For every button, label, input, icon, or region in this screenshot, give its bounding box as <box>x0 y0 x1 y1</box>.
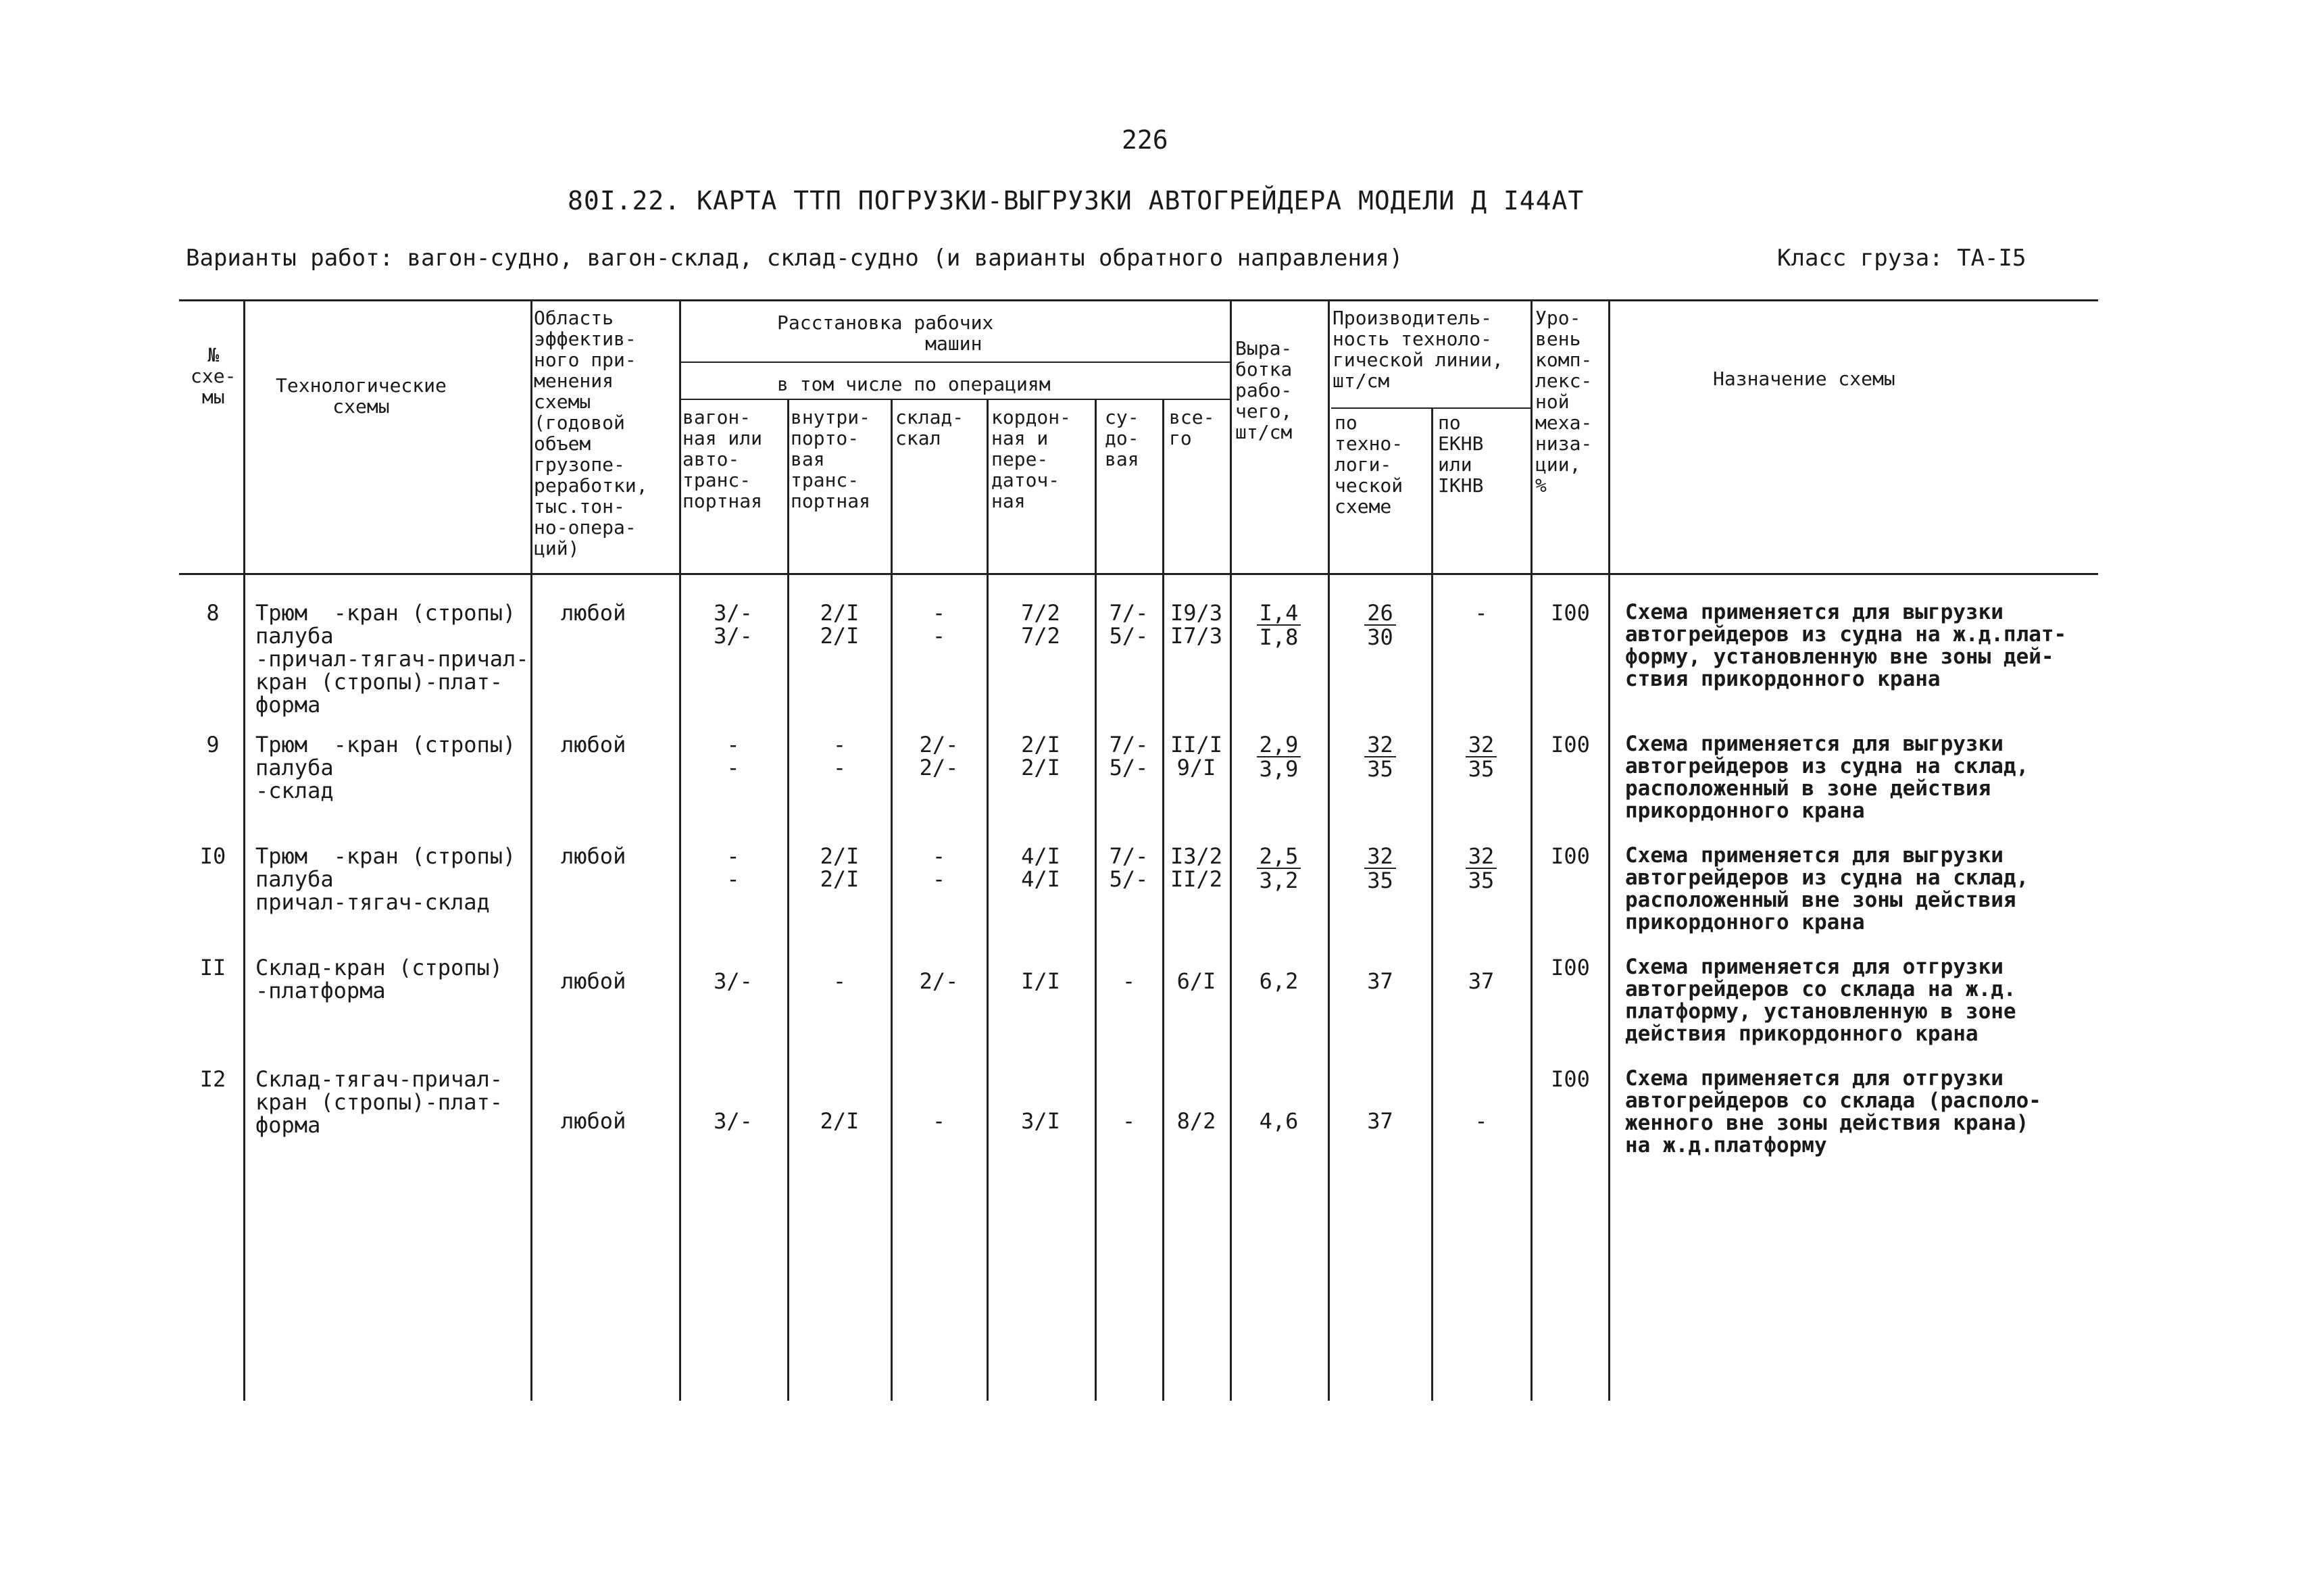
scheme-number: 8 <box>206 600 220 626</box>
cordon-value <box>990 845 1091 891</box>
internal-value: - <box>832 968 847 994</box>
total-value <box>1164 601 1228 647</box>
warehouse-value: - <box>932 1108 946 1134</box>
ship-value: - <box>1122 968 1136 994</box>
wagon-value <box>682 601 784 647</box>
header-including: в том числе по операциям <box>777 373 1051 395</box>
cordon-value-upper: 4/I <box>1021 843 1060 869</box>
ship-value-lower: 5/- <box>1109 755 1149 780</box>
warehouse-value-lower: - <box>932 623 946 649</box>
output-value <box>1233 601 1324 649</box>
mech-value: I00 <box>1551 1066 1590 1092</box>
tech-scheme: Трюм -кран (стропы) палуба -склад <box>255 732 516 803</box>
ship-value-upper: 7/- <box>1109 732 1149 757</box>
warehouse-value-upper: - <box>932 600 946 626</box>
total-value <box>1164 733 1228 779</box>
total-value <box>1164 845 1228 891</box>
scheme-number: I2 <box>199 1066 226 1092</box>
scheme-purpose: Схема применяется для выгрузки автогрейдеров из судна на склад, расположенный вне зоны действия прикордонного крана <box>1625 843 2029 934</box>
scheme-purpose: Схема применяется для выгрузки автогрейдеров из судна на ж.д.плат- форму, установленную вне зоны дей- ствия прикордонного крана <box>1625 600 2067 691</box>
header-internal: внутри- порто- вая транс- портная <box>791 406 871 512</box>
by-tech-value <box>1331 845 1429 892</box>
output-value-lower: 3,2 <box>1259 868 1299 893</box>
mech-value: I00 <box>1551 732 1590 757</box>
col-rule <box>679 299 681 1401</box>
header-area: Область эффектив- ного при- менения схемы (годовой объем грузопе- реработки, тыс.тон- но-опера- ций) <box>534 307 648 559</box>
application-area: любой <box>561 600 626 626</box>
ship-value-upper: 7/- <box>1109 600 1149 626</box>
tech-scheme: Склад-тягач-причал- кран (стропы)-плат- форма <box>255 1066 503 1138</box>
scheme-purpose: Схема применяется для отгрузки автогрейдеров со склада (располо- женного вне зоны действия крана) на ж.д.платформу <box>1625 1066 2041 1157</box>
internal-value-lower: 2/I <box>820 866 860 892</box>
scheme-purpose: Схема применяется для отгрузки автогрейдеров со склада на ж.д. платформу, установленную в зоне действия прикордонного крана <box>1625 955 2016 1046</box>
total-value: 6/I <box>1176 968 1216 994</box>
total-value-lower: II/2 <box>1170 866 1223 892</box>
cordon-value <box>990 733 1091 779</box>
by-tech-value: 37 <box>1367 1108 1393 1134</box>
wagon-value-upper: 3/- <box>714 600 753 626</box>
col-rule <box>1608 299 1610 1401</box>
col-rule <box>1431 407 1433 1401</box>
application-area: любой <box>561 1108 626 1134</box>
wagon-value-upper: - <box>726 843 740 869</box>
by-ekhv-value: 37 <box>1468 968 1495 994</box>
cordon-value: 3/I <box>1021 1108 1060 1134</box>
placement-subheader-rule <box>679 361 1230 363</box>
warehouse-value-lower: 2/- <box>919 755 959 780</box>
application-area: любой <box>561 843 626 869</box>
tech-scheme: Трюм -кран (стропы) палуба -причал-тягач-причал- кран (стропы)-плат- форма <box>255 600 529 718</box>
ship-value-lower: 5/- <box>1109 866 1149 892</box>
output-value-lower: 3,9 <box>1259 756 1299 782</box>
application-area: любой <box>561 732 626 757</box>
ship-value-lower: 5/- <box>1109 623 1149 649</box>
internal-value <box>791 845 889 891</box>
header-scheme-no: № схе- мы <box>191 344 237 408</box>
ship-value-upper: 7/- <box>1109 843 1149 869</box>
col-rule <box>1530 299 1533 1401</box>
warehouse-value: 2/- <box>919 968 959 994</box>
by-ekhv-value <box>1434 845 1528 892</box>
scheme-number: I0 <box>199 843 226 869</box>
total-value-upper: I9/3 <box>1170 600 1223 626</box>
scheme-number: 9 <box>206 732 220 757</box>
col-rule <box>891 399 893 1401</box>
application-area: любой <box>561 968 626 994</box>
header-wagon: вагон- ная или авто- транс- портная <box>682 406 763 512</box>
wagon-value-lower: - <box>726 866 740 892</box>
page-title: 80I.22. КАРТА ТТП ПОГРУЗКИ-ВЫГРУЗКИ АВТОГРЕЙДЕРА МОДЕЛИ Д I44АТ <box>568 186 1585 216</box>
scheme-purpose: Схема применяется для выгрузки автогрейдеров из судна на склад, расположенный в зоне действия прикордонного крана <box>1625 732 2029 823</box>
col-rule <box>530 299 532 1401</box>
total-value-upper: II/I <box>1170 732 1223 757</box>
ship-value: - <box>1122 1108 1136 1134</box>
by-ekhv-value: - <box>1474 600 1488 626</box>
col-rule <box>987 399 989 1401</box>
header-purpose: Назначение схемы <box>1713 368 1895 390</box>
internal-value <box>791 601 889 647</box>
warehouse-value-upper: 2/- <box>919 732 959 757</box>
output-value <box>1233 733 1324 780</box>
mech-value: I00 <box>1551 600 1590 626</box>
col-rule <box>1328 299 1330 1401</box>
wagon-value <box>682 733 784 779</box>
output-value-lower: I,8 <box>1259 624 1299 650</box>
cordon-value <box>990 601 1091 647</box>
cargo-class: Класс груза: ТА-I5 <box>1777 245 2026 272</box>
header-ship: су- до- вая <box>1105 406 1139 470</box>
by-tech-value-upper: 32 <box>1364 733 1396 757</box>
total-value: 8/2 <box>1176 1108 1216 1134</box>
total-value-upper: I3/2 <box>1170 843 1223 869</box>
output-value-upper: 2,5 <box>1257 845 1301 869</box>
col-rule <box>1095 399 1097 1401</box>
by-ekhv-value-upper: 32 <box>1466 845 1497 869</box>
header-productivity: Производитель- ность техноло- гической линии, шт/см <box>1333 307 1503 392</box>
wagon-value-lower: - <box>726 755 740 780</box>
cordon-value-lower: 7/2 <box>1021 623 1060 649</box>
warehouse-value-lower: - <box>932 866 946 892</box>
wagon-value-upper: - <box>726 732 740 757</box>
by-tech-value-lower: 35 <box>1367 868 1393 893</box>
header-mech-level: Уро- вень комп- лекс- ной меха- низа- ции, % <box>1535 307 1593 497</box>
warehouse-value <box>893 733 985 779</box>
header-by-ekhv: по ЕКНВ или IКНВ <box>1438 412 1484 497</box>
by-ekhv-value: - <box>1474 1108 1488 1134</box>
wagon-value <box>682 845 784 891</box>
scheme-number: II <box>199 955 226 980</box>
by-tech-value: 37 <box>1367 968 1393 994</box>
tech-scheme: Трюм -кран (стропы) палуба причал-тягач-склад <box>255 843 516 915</box>
by-tech-value-lower: 35 <box>1367 756 1393 782</box>
wagon-value: 3/- <box>714 968 753 994</box>
internal-value: 2/I <box>820 1108 860 1134</box>
by-tech-value <box>1331 733 1429 780</box>
cordon-value-upper: 2/I <box>1021 732 1060 757</box>
header-total: все- го <box>1169 406 1215 449</box>
by-tech-value-upper: 26 <box>1364 601 1396 626</box>
total-value-lower: 9/I <box>1176 755 1216 780</box>
by-tech-value-upper: 32 <box>1364 845 1396 869</box>
page-number: 226 <box>1122 125 1168 155</box>
by-ekhv-value-upper: 32 <box>1466 733 1497 757</box>
cordon-value: I/I <box>1021 968 1060 994</box>
tech-scheme: Склад-кран (стропы) -платформа <box>255 955 503 1003</box>
internal-value-lower: 2/I <box>820 623 860 649</box>
cordon-value-upper: 7/2 <box>1021 600 1060 626</box>
output-value: 6,2 <box>1259 968 1299 994</box>
header-by-tech: по техно- логи- ческой схеме <box>1335 412 1403 518</box>
by-tech-value-lower: 30 <box>1367 624 1393 650</box>
table-top-rule <box>179 299 2098 301</box>
wagon-value: 3/- <box>714 1108 753 1134</box>
output-value <box>1233 845 1324 892</box>
internal-value-upper: 2/I <box>820 600 860 626</box>
header-warehouse: склад- скал <box>895 406 964 449</box>
header-tech-schemes: Технологические схемы <box>276 374 447 418</box>
warehouse-value <box>893 601 985 647</box>
wagon-value-lower: 3/- <box>714 623 753 649</box>
internal-value-upper: - <box>832 732 847 757</box>
header-output: Выра- ботка рабо- чего, шт/см <box>1235 337 1293 443</box>
total-value-lower: I7/3 <box>1170 623 1223 649</box>
col-rule <box>1162 399 1164 1401</box>
output-value-upper: 2,9 <box>1257 733 1301 757</box>
by-ekhv-value-lower: 35 <box>1468 868 1495 893</box>
ship-value <box>1097 845 1161 891</box>
internal-value-lower: - <box>832 755 847 780</box>
cordon-value-lower: 2/I <box>1021 755 1060 780</box>
by-ekhv-value <box>1434 733 1528 780</box>
by-tech-value <box>1331 601 1429 649</box>
ship-value <box>1097 601 1161 647</box>
cordon-value-lower: 4/I <box>1021 866 1060 892</box>
col-rule <box>787 399 789 1401</box>
col-rule <box>1230 299 1232 1401</box>
output-value: 4,6 <box>1259 1108 1299 1134</box>
header-bottom-rule <box>179 573 2098 575</box>
header-cordon: кордон- ная и пере- даточ- ная <box>991 406 1072 512</box>
warehouse-value <box>893 845 985 891</box>
output-value-upper: I,4 <box>1257 601 1301 626</box>
internal-value-upper: 2/I <box>820 843 860 869</box>
by-ekhv-value-lower: 35 <box>1468 756 1495 782</box>
work-variants: Варианты работ: вагон-судно, вагон-склад, склад-судно (и варианты обратного направления) <box>186 245 1403 272</box>
header-placement: Расстановка рабочих машин <box>777 311 994 355</box>
internal-value <box>791 733 889 779</box>
col-rule <box>243 299 245 1401</box>
ship-value <box>1097 733 1161 779</box>
mech-value: I00 <box>1551 843 1590 869</box>
warehouse-value-upper: - <box>932 843 946 869</box>
mech-value: I00 <box>1551 955 1590 980</box>
operations-subheader-rule <box>679 399 1230 400</box>
